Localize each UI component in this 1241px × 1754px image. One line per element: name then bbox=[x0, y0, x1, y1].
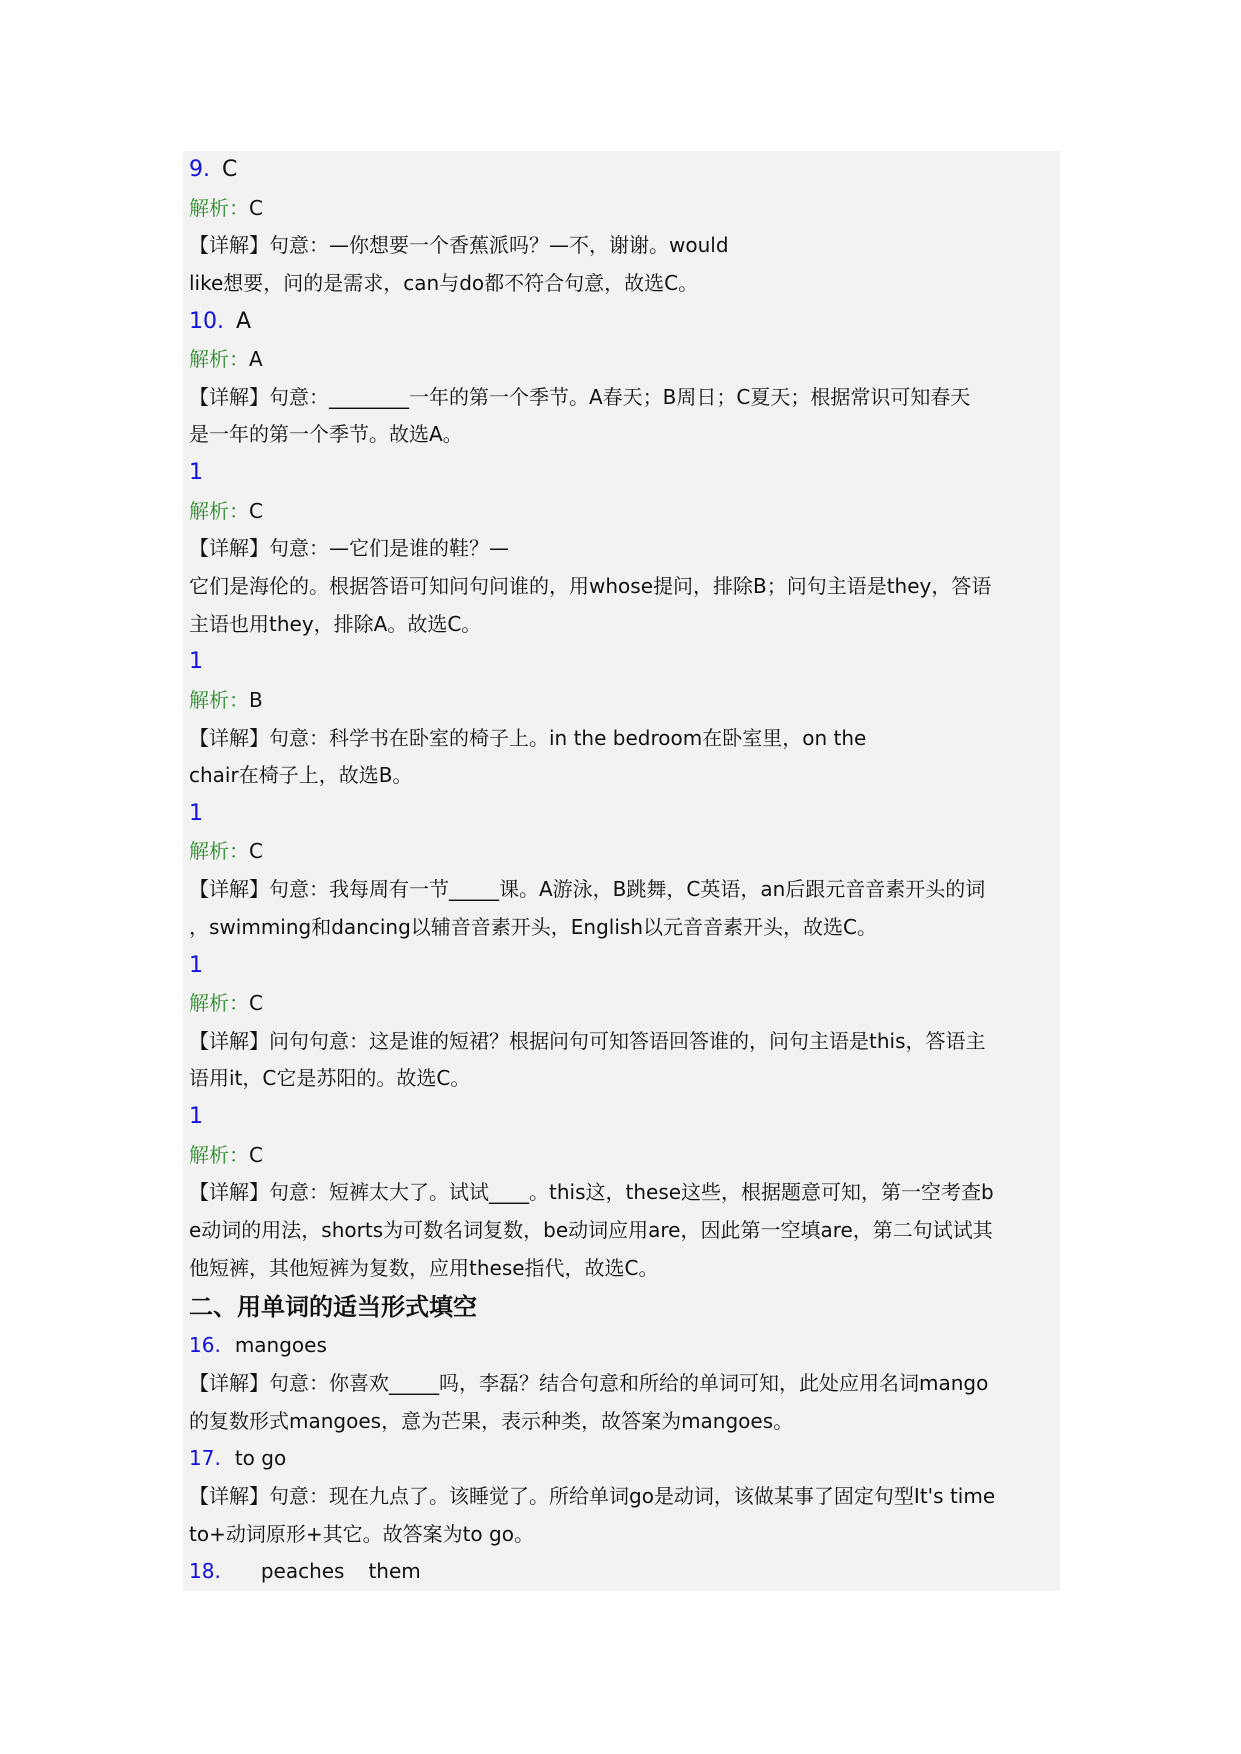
question-number: 1 bbox=[189, 800, 203, 826]
fill-answer-row bbox=[189, 1553, 1057, 1591]
explanation-line: 【详解】句意：现在九点了。该睡觉了。所给单词go是动词，该做某事了固定句型It's time bbox=[189, 1484, 996, 1509]
explanation-line: 他短裤，其他短裤为复数，应用these指代，故选C。 bbox=[189, 1255, 659, 1280]
explanation-line: to+动词原形+其它。故答案为to go。 bbox=[189, 1521, 534, 1546]
analysis-value: B bbox=[249, 687, 263, 712]
analysis-row bbox=[189, 682, 1057, 720]
analysis-value: C bbox=[249, 498, 263, 523]
explanation-line: 是一年的第一个季节。故选A。 bbox=[189, 422, 463, 447]
explanation-line: 【详解】句意：短裤太大了。试试____。this这，these这些，根据题意可知，第一空考查b bbox=[189, 1180, 994, 1205]
question-number-row bbox=[189, 643, 1057, 682]
fill-answer-row bbox=[189, 1440, 1057, 1478]
question-number: 1 bbox=[189, 952, 203, 978]
explanation-line: e动词的用法，shorts为可数名词复数，be动词应用are，因此第一空填are，第二句试试其 bbox=[189, 1217, 993, 1242]
analysis-value: C bbox=[249, 195, 263, 220]
analysis-label: 解析： bbox=[189, 498, 249, 523]
question-number: 10. bbox=[189, 308, 224, 334]
explanation-line: 它们是海伦的。根据答语可知问句问谁的，用whose提问，排除B；问句主语是they，答语 bbox=[189, 574, 992, 598]
explanation-line: 主语也用they，排除A。故选C。 bbox=[189, 611, 482, 636]
question-number-row bbox=[189, 795, 1057, 834]
section-heading: 二、用单词的适当形式填空 bbox=[189, 1293, 477, 1322]
question-number-row bbox=[189, 151, 1057, 190]
question-number-row bbox=[189, 454, 1057, 493]
question-number: 17. bbox=[189, 1446, 221, 1471]
explanation-line: 【详解】句意：—你想要一个香蕉派吗？—不，谢谢。would bbox=[189, 233, 729, 258]
analysis-value: A bbox=[249, 347, 263, 372]
explanation-line: 【详解】句意：你喜欢_____吗，李磊？结合句意和所给的单词可知，此处应用名词mango bbox=[189, 1371, 989, 1395]
analysis-label: 解析： bbox=[189, 195, 249, 220]
explanation-line: ，swimming和dancing以辅音音素开头，English以元音音素开头，故选C。 bbox=[189, 914, 877, 939]
analysis-label: 解析： bbox=[189, 347, 249, 372]
question-answer: A bbox=[236, 308, 252, 334]
question-number: 9. bbox=[189, 157, 210, 182]
answer-content bbox=[189, 151, 1057, 1591]
question-number-row bbox=[189, 947, 1057, 986]
analysis-value: C bbox=[249, 839, 263, 864]
analysis-row bbox=[189, 493, 1057, 531]
analysis-label: 解析： bbox=[189, 1142, 249, 1167]
analysis-value: C bbox=[249, 991, 263, 1015]
explanation-line: 的复数形式mangoes，意为芒果，表示种类，故答案为mangoes。 bbox=[189, 1408, 794, 1433]
analysis-row bbox=[189, 190, 1057, 228]
explanation-line: 【详解】句意：科学书在卧室的椅子上。in the bedroom在卧室里，on the bbox=[189, 725, 867, 750]
explanation-line: 【详解】句意：—它们是谁的鞋？— bbox=[189, 536, 509, 561]
analysis-label: 解析： bbox=[189, 687, 249, 712]
fill-answer-row bbox=[189, 1327, 1057, 1365]
question-number: 1 bbox=[189, 649, 203, 675]
explanation-line: 【详解】句意：________一年的第一个季节。A春天；B周日；C夏天；根据常识可知春天 bbox=[189, 384, 971, 409]
analysis-row bbox=[189, 341, 1057, 379]
explanation-line: 【详解】句意：我每周有一节_____课。A游泳，B跳舞，C英语，an后跟元音音素开头的词 bbox=[189, 877, 986, 902]
analysis-row bbox=[189, 1137, 1057, 1175]
question-number: 1 bbox=[189, 460, 203, 486]
analysis-label: 解析： bbox=[189, 991, 249, 1015]
explanation-line: 【详解】问句句意：这是谁的短裙？根据问句可知答语回答谁的，问句主语是this，答语主 bbox=[189, 1028, 986, 1053]
fill-answer: to go bbox=[234, 1446, 287, 1471]
explanation-line: 语用it，C它是苏阳的。故选C。 bbox=[189, 1066, 471, 1091]
fill-answer: them bbox=[368, 1559, 421, 1584]
question-number: 18. bbox=[189, 1559, 221, 1584]
explanation-line: chair在椅子上，故选B。 bbox=[189, 763, 413, 788]
fill-answer: mangoes bbox=[234, 1333, 327, 1358]
question-number: 1 bbox=[189, 1104, 203, 1130]
question-number-row bbox=[189, 303, 1057, 342]
question-number-row bbox=[189, 1098, 1057, 1137]
question-number: 16. bbox=[189, 1333, 221, 1358]
fill-answer: peaches bbox=[260, 1559, 345, 1584]
analysis-value: C bbox=[249, 1142, 263, 1167]
explanation-line: like想要，问的是需求，can与do都不符合句意，故选C。 bbox=[189, 270, 699, 295]
analysis-row bbox=[189, 833, 1057, 871]
analysis-row bbox=[189, 985, 1057, 1023]
analysis-label: 解析： bbox=[189, 839, 249, 864]
question-answer: C bbox=[222, 157, 238, 182]
